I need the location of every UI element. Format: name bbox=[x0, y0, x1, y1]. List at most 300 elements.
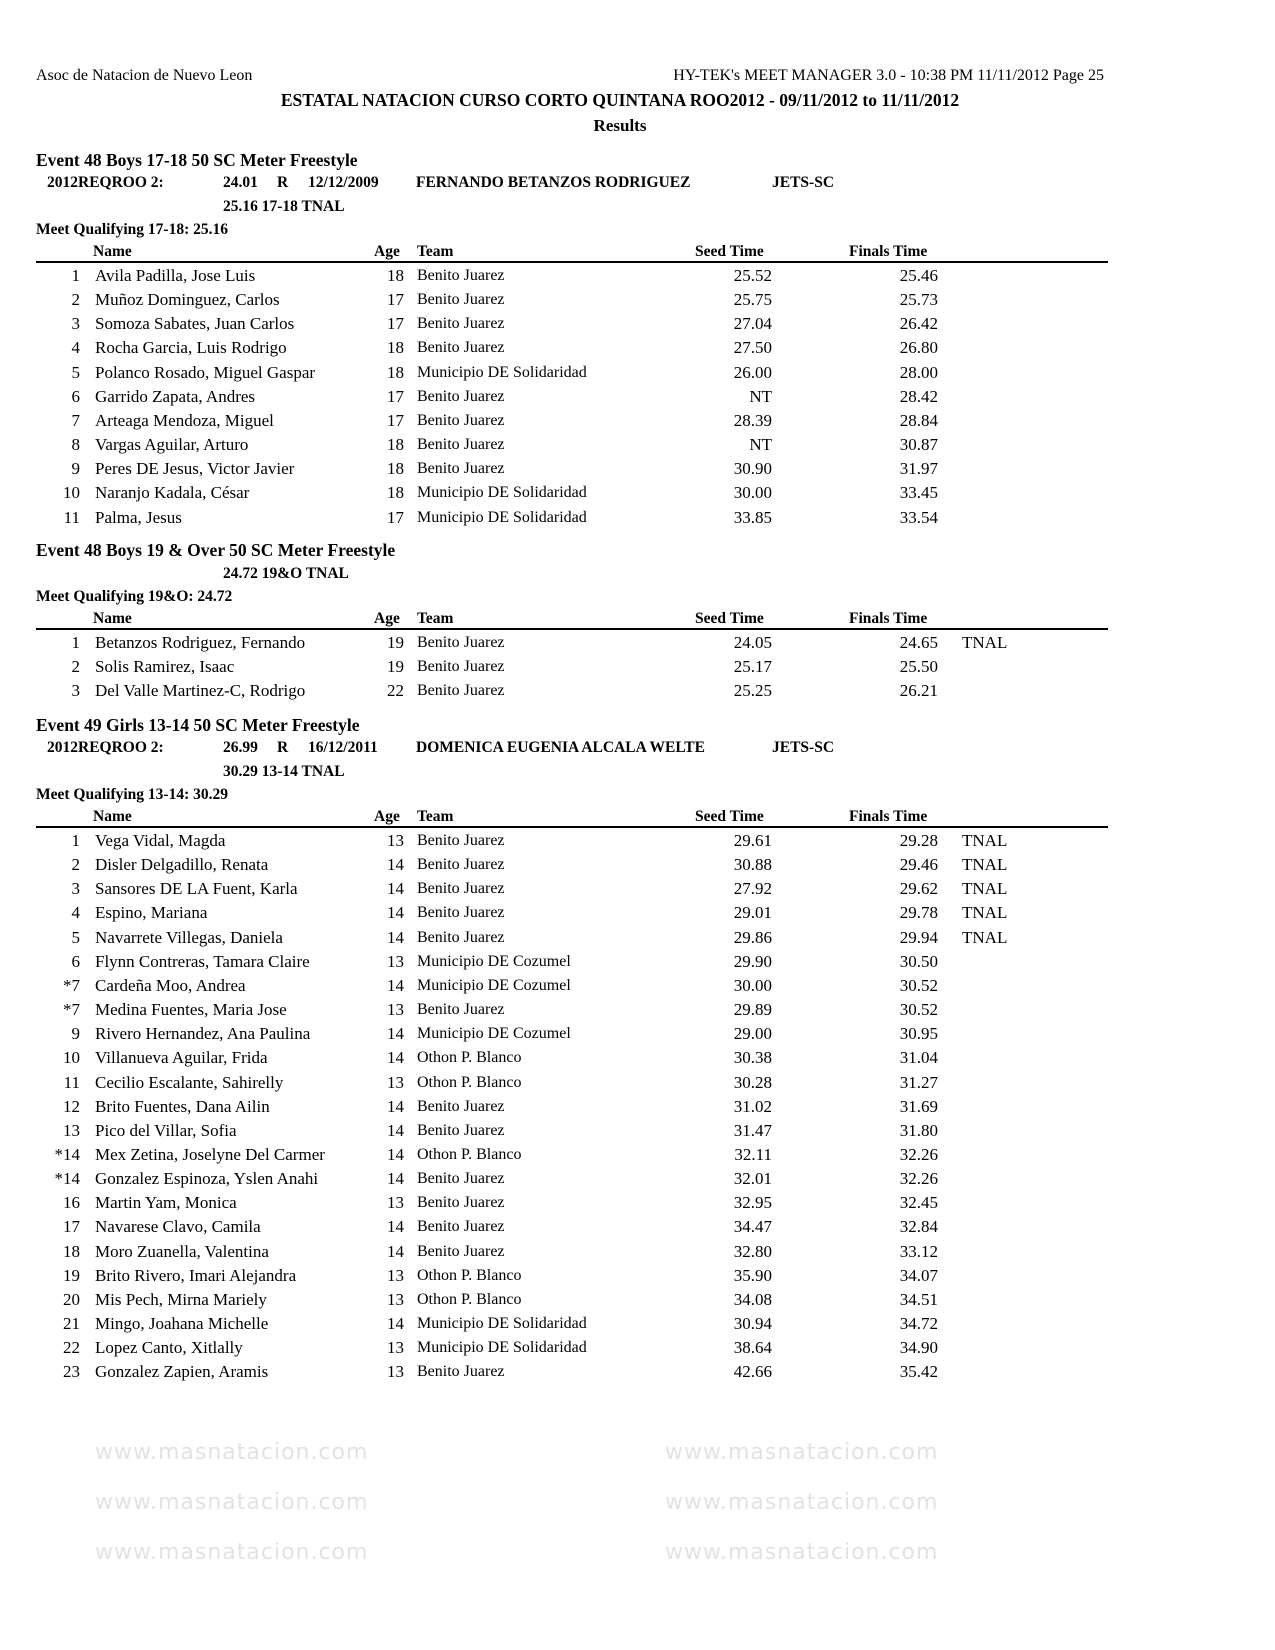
result-row bbox=[0, 1000, 1275, 1024]
seed-time: 24.05 bbox=[733, 633, 772, 652]
finals-time: 25.46 bbox=[899, 266, 938, 285]
result-row bbox=[0, 1362, 1275, 1386]
place: 6 bbox=[71, 386, 80, 406]
result-row bbox=[0, 855, 1275, 879]
age: 18 bbox=[387, 483, 404, 503]
watermark: www.masnatacion.com bbox=[95, 1540, 369, 1565]
seed-time: 25.25 bbox=[733, 681, 772, 701]
swimmer-name: Vargas Aguilar, Arturo bbox=[95, 435, 249, 454]
finals-time: 29.46 bbox=[899, 855, 938, 875]
age: 13 bbox=[387, 1072, 404, 1092]
team: Benito Juarez bbox=[417, 634, 505, 651]
finals-time: 34.51 bbox=[899, 1289, 938, 1309]
place: *14 bbox=[54, 1169, 80, 1189]
team: Benito Juarez bbox=[417, 1218, 505, 1236]
seed-time: 29.90 bbox=[733, 951, 772, 971]
seed-time: 25.52 bbox=[733, 266, 772, 285]
age: 13 bbox=[387, 1338, 404, 1358]
meet-qualifying: Meet Qualifying 17-18: 25.16 bbox=[36, 221, 229, 238]
finals-time: 29.62 bbox=[899, 879, 938, 899]
finals-time: 31.97 bbox=[899, 459, 938, 479]
age: 17 bbox=[387, 386, 404, 406]
result-row bbox=[0, 363, 1275, 387]
seed-time: 29.00 bbox=[733, 1024, 772, 1044]
qualifier-note: TNAL bbox=[962, 879, 1008, 899]
result-row bbox=[0, 1145, 1275, 1169]
team: Benito Juarez bbox=[417, 658, 505, 676]
event-title: Event 48 Boys 17-18 50 SC Meter Freestyle bbox=[36, 150, 358, 170]
result-row bbox=[0, 483, 1275, 507]
seed-time: 33.85 bbox=[733, 507, 772, 527]
age: 22 bbox=[387, 681, 404, 701]
team: Benito Juarez bbox=[417, 436, 505, 453]
seed-time: 32.80 bbox=[733, 1241, 772, 1261]
place: 9 bbox=[71, 459, 80, 479]
result-row bbox=[0, 1314, 1275, 1338]
qualifier-note: TNAL bbox=[962, 927, 1008, 947]
col-age-header: Age bbox=[374, 243, 400, 260]
finals-time: 34.90 bbox=[899, 1338, 938, 1358]
team: Municipio DE Solidaridad bbox=[417, 508, 587, 526]
place: 1 bbox=[71, 633, 80, 652]
watermark: www.masnatacion.com bbox=[665, 1440, 939, 1465]
place: 18 bbox=[63, 1241, 80, 1261]
team: Othon P. Blanco bbox=[417, 1266, 522, 1284]
record-team: JETS-SC bbox=[772, 739, 835, 756]
meet-qualifying: Meet Qualifying 13-14: 30.29 bbox=[36, 786, 229, 803]
finals-time: 26.42 bbox=[899, 314, 938, 334]
age: 14 bbox=[387, 927, 404, 947]
finals-time: 31.27 bbox=[899, 1072, 938, 1092]
swimmer-name: Naranjo Kadala, César bbox=[95, 483, 250, 503]
col-team-header: Team bbox=[417, 808, 454, 825]
age: 13 bbox=[387, 1289, 404, 1309]
team: Benito Juarez bbox=[417, 460, 505, 478]
team: Benito Juarez bbox=[417, 411, 505, 429]
seed-time: NT bbox=[749, 386, 772, 406]
swimmer-name: Peres DE Jesus, Victor Javier bbox=[95, 459, 295, 479]
finals-time: 28.84 bbox=[899, 410, 938, 430]
place: 3 bbox=[71, 314, 80, 334]
team: Benito Juarez bbox=[417, 1363, 505, 1381]
seed-time: 30.28 bbox=[733, 1072, 772, 1092]
place: 2 bbox=[71, 290, 80, 310]
result-row bbox=[0, 1266, 1275, 1290]
seed-time: 29.86 bbox=[733, 927, 772, 947]
age: 14 bbox=[387, 1217, 404, 1237]
team: Municipio DE Cozumel bbox=[417, 976, 571, 994]
seed-time: 27.50 bbox=[733, 338, 772, 358]
result-row bbox=[0, 657, 1275, 681]
result-row bbox=[0, 411, 1275, 435]
finals-time: 28.42 bbox=[899, 386, 938, 406]
col-finals-header: Finals Time bbox=[849, 243, 928, 260]
place: 16 bbox=[63, 1193, 80, 1213]
age: 14 bbox=[387, 1314, 404, 1333]
finals-time: 24.65 bbox=[899, 633, 938, 652]
team: Benito Juarez bbox=[417, 856, 505, 874]
place: 7 bbox=[71, 410, 80, 430]
seed-time: 29.89 bbox=[733, 1000, 772, 1019]
result-row bbox=[0, 435, 1275, 459]
age: 14 bbox=[387, 975, 404, 995]
seed-time: 30.88 bbox=[733, 855, 772, 875]
team: Benito Juarez bbox=[417, 880, 505, 898]
seed-time: 27.92 bbox=[733, 879, 772, 899]
seed-time: 34.08 bbox=[733, 1289, 772, 1309]
finals-time: 35.42 bbox=[899, 1362, 938, 1382]
swimmer-name: Lopez Canto, Xitlally bbox=[95, 1338, 243, 1358]
seed-time: 26.00 bbox=[733, 362, 772, 382]
team: Benito Juarez bbox=[417, 1194, 505, 1212]
seed-time: 28.39 bbox=[733, 410, 772, 430]
place: 21 bbox=[63, 1314, 80, 1333]
team: Municipio DE Solidaridad bbox=[417, 1339, 587, 1357]
age: 18 bbox=[387, 435, 404, 454]
watermark: www.masnatacion.com bbox=[95, 1490, 369, 1515]
finals-time: 26.21 bbox=[899, 681, 938, 701]
team: Benito Juarez bbox=[417, 291, 505, 309]
result-row bbox=[0, 1048, 1275, 1072]
col-finals-header: Finals Time bbox=[849, 610, 928, 627]
seed-time: 32.01 bbox=[733, 1169, 772, 1189]
col-name-header: Name bbox=[93, 610, 132, 627]
record-time: 26.99 bbox=[223, 739, 258, 756]
seed-time: 30.00 bbox=[733, 483, 772, 503]
swimmer-name: Rivero Hernandez, Ana Paulina bbox=[95, 1024, 311, 1044]
place: 22 bbox=[63, 1338, 80, 1358]
swimmer-name: Muñoz Dominguez, Carlos bbox=[95, 290, 280, 310]
place: 10 bbox=[63, 1048, 80, 1068]
age: 14 bbox=[387, 1144, 404, 1164]
record-label: 2012REQROO 2: bbox=[47, 174, 164, 191]
swimmer-name: Navarese Clavo, Camila bbox=[95, 1217, 261, 1237]
finals-time: 32.45 bbox=[899, 1193, 938, 1213]
finals-time: 31.69 bbox=[899, 1096, 938, 1116]
watermark: www.masnatacion.com bbox=[665, 1490, 939, 1515]
result-row bbox=[0, 314, 1275, 338]
place: 4 bbox=[71, 338, 80, 358]
record-label: 2012REQROO 2: bbox=[47, 739, 164, 756]
age: 14 bbox=[387, 1241, 404, 1261]
place: 20 bbox=[63, 1289, 80, 1309]
age: 17 bbox=[387, 507, 404, 527]
finals-time: 30.87 bbox=[899, 435, 938, 454]
result-row bbox=[0, 338, 1275, 362]
team: Municipio DE Solidaridad bbox=[417, 1315, 587, 1332]
team: Municipio DE Solidaridad bbox=[417, 484, 587, 502]
col-seed-header: Seed Time bbox=[695, 808, 764, 825]
team: Benito Juarez bbox=[417, 1170, 505, 1188]
place: 9 bbox=[71, 1024, 80, 1044]
time-standard: 25.16 17-18 TNAL bbox=[223, 198, 345, 215]
finals-time: 34.07 bbox=[899, 1265, 938, 1285]
swimmer-name: Cardeña Moo, Andrea bbox=[95, 975, 246, 995]
record-time: 24.01 bbox=[223, 174, 258, 191]
finals-time: 30.50 bbox=[899, 951, 938, 971]
team: Benito Juarez bbox=[417, 682, 505, 700]
age: 18 bbox=[387, 338, 404, 358]
col-team-header: Team bbox=[417, 610, 454, 627]
place: 4 bbox=[71, 903, 80, 923]
age: 14 bbox=[387, 1120, 404, 1140]
time-standard: 30.29 13-14 TNAL bbox=[223, 763, 345, 780]
col-seed-header: Seed Time bbox=[695, 610, 764, 627]
finals-time: 25.50 bbox=[899, 657, 938, 677]
watermark: www.masnatacion.com bbox=[95, 1440, 369, 1465]
seed-time: 25.17 bbox=[733, 657, 772, 677]
event-title: Event 49 Girls 13-14 50 SC Meter Freestyle bbox=[36, 715, 360, 735]
team: Benito Juarez bbox=[417, 1097, 505, 1115]
place: 6 bbox=[71, 951, 80, 971]
result-row bbox=[0, 952, 1275, 976]
team: Othon P. Blanco bbox=[417, 1073, 522, 1091]
record-holder: DOMENICA EUGENIA ALCALA WELTE bbox=[416, 739, 705, 756]
col-finals-header: Finals Time bbox=[849, 808, 928, 825]
place: 8 bbox=[71, 435, 80, 454]
swimmer-name: Martin Yam, Monica bbox=[95, 1193, 237, 1213]
team: Benito Juarez bbox=[417, 1242, 505, 1260]
seed-time: 29.01 bbox=[733, 903, 772, 923]
age: 14 bbox=[387, 1096, 404, 1116]
team: Municipio DE Solidaridad bbox=[417, 363, 587, 381]
age: 14 bbox=[387, 855, 404, 875]
seed-time: 32.95 bbox=[733, 1193, 772, 1213]
col-team-header: Team bbox=[417, 243, 454, 260]
seed-time: 30.00 bbox=[733, 975, 772, 995]
seed-time: 35.90 bbox=[733, 1265, 772, 1285]
swimmer-name: Mis Pech, Mirna Mariely bbox=[95, 1289, 267, 1309]
results-subtitle: Results bbox=[593, 116, 647, 135]
header-rule bbox=[36, 826, 1108, 828]
place: *14 bbox=[54, 1144, 80, 1164]
result-row bbox=[0, 681, 1275, 705]
age: 13 bbox=[387, 1265, 404, 1285]
team: Municipio DE Cozumel bbox=[417, 952, 571, 970]
swimmer-name: Rocha Garcia, Luis Rodrigo bbox=[95, 338, 287, 358]
seed-time: NT bbox=[749, 435, 772, 454]
place: 2 bbox=[71, 855, 80, 875]
age: 14 bbox=[387, 1169, 404, 1189]
seed-time: 30.94 bbox=[733, 1314, 772, 1333]
place: 2 bbox=[71, 657, 80, 677]
record-date: 12/12/2009 bbox=[308, 174, 379, 191]
seed-time: 31.02 bbox=[733, 1096, 772, 1116]
record-team: JETS-SC bbox=[772, 174, 835, 191]
team: Benito Juarez bbox=[417, 387, 505, 405]
swimmer-name: Del Valle Martinez-C, Rodrigo bbox=[95, 681, 306, 701]
swimmer-name: Moro Zuanella, Valentina bbox=[95, 1241, 269, 1261]
organization-name: Asoc de Natacion de Nuevo Leon bbox=[36, 67, 253, 84]
qualifier-note: TNAL bbox=[962, 831, 1008, 850]
place: 1 bbox=[71, 831, 80, 850]
swimmer-name: Betanzos Rodriguez, Fernando bbox=[95, 633, 306, 652]
swimmer-name: Brito Rivero, Imari Alejandra bbox=[95, 1265, 297, 1285]
software-page-info: HY-TEK's MEET MANAGER 3.0 - 10:38 PM 11/11/2012 Page 25 bbox=[673, 67, 1104, 84]
result-row bbox=[0, 1193, 1275, 1217]
team: Municipio DE Cozumel bbox=[417, 1025, 571, 1043]
col-seed-header: Seed Time bbox=[695, 243, 764, 260]
seed-time: 30.90 bbox=[733, 459, 772, 479]
age: 19 bbox=[387, 657, 404, 677]
place: 5 bbox=[71, 927, 80, 947]
age: 13 bbox=[387, 1000, 404, 1019]
team: Othon P. Blanco bbox=[417, 1049, 522, 1067]
place: 17 bbox=[63, 1217, 80, 1237]
result-row bbox=[0, 976, 1275, 1000]
seed-time: 27.04 bbox=[733, 314, 772, 334]
finals-time: 29.94 bbox=[899, 927, 938, 947]
finals-time: 30.52 bbox=[899, 1000, 938, 1019]
finals-time: 28.00 bbox=[899, 362, 938, 382]
record-flag: R bbox=[277, 739, 289, 756]
place: 3 bbox=[71, 879, 80, 899]
finals-time: 32.26 bbox=[899, 1144, 938, 1164]
age: 17 bbox=[387, 290, 404, 310]
age: 17 bbox=[387, 410, 404, 430]
result-row bbox=[0, 387, 1275, 411]
seed-time: 34.47 bbox=[733, 1217, 772, 1237]
finals-time: 33.12 bbox=[899, 1241, 938, 1261]
result-row bbox=[0, 879, 1275, 903]
time-standard: 24.72 19&O TNAL bbox=[223, 565, 349, 582]
age: 18 bbox=[387, 266, 404, 285]
result-row bbox=[0, 1073, 1275, 1097]
result-row bbox=[0, 1097, 1275, 1121]
seed-time: 25.75 bbox=[733, 290, 772, 310]
place: *7 bbox=[63, 1000, 80, 1019]
event-title: Event 48 Boys 19 & Over 50 SC Meter Freestyle bbox=[36, 540, 396, 560]
result-row bbox=[0, 1290, 1275, 1314]
team: Benito Juarez bbox=[417, 832, 505, 849]
seed-time: 29.61 bbox=[733, 831, 772, 850]
seed-time: 32.11 bbox=[734, 1144, 772, 1164]
meet-title: ESTATAL NATACION CURSO CORTO QUINTANA ROO2012 - 09/11/2012 to 11/11/2012 bbox=[280, 90, 960, 110]
finals-time: 32.26 bbox=[899, 1169, 938, 1189]
swimmer-name: Solis Ramirez, Isaac bbox=[95, 657, 235, 677]
result-row bbox=[0, 266, 1275, 290]
age: 18 bbox=[387, 362, 404, 382]
place: 10 bbox=[63, 483, 80, 503]
place: 3 bbox=[71, 681, 80, 701]
finals-time: 30.95 bbox=[899, 1024, 938, 1044]
qualifier-note: TNAL bbox=[962, 903, 1008, 923]
age: 18 bbox=[387, 459, 404, 479]
swimmer-name: Palma, Jesus bbox=[95, 507, 182, 527]
swimmer-name: Garrido Zapata, Andres bbox=[95, 386, 256, 406]
result-row bbox=[0, 1217, 1275, 1241]
swimmer-name: Disler Delgadillo, Renata bbox=[95, 855, 269, 875]
place: 1 bbox=[71, 266, 80, 285]
age: 13 bbox=[387, 831, 404, 850]
result-row bbox=[0, 928, 1275, 952]
result-row bbox=[0, 459, 1275, 483]
swimmer-name: Mex Zetina, Joselyne Del Carmer bbox=[95, 1144, 325, 1164]
team: Benito Juarez bbox=[417, 1121, 505, 1139]
result-row bbox=[0, 1121, 1275, 1145]
col-age-header: Age bbox=[374, 808, 400, 825]
age: 13 bbox=[387, 951, 404, 971]
swimmer-name: Polanco Rosado, Miguel Gaspar bbox=[95, 362, 316, 382]
age: 14 bbox=[387, 1024, 404, 1044]
result-row bbox=[0, 831, 1275, 855]
result-row bbox=[0, 290, 1275, 314]
swimmer-name: Espino, Mariana bbox=[95, 903, 208, 923]
team: Benito Juarez bbox=[417, 339, 505, 357]
watermark: www.masnatacion.com bbox=[665, 1540, 939, 1565]
place: 19 bbox=[63, 1265, 80, 1285]
swimmer-name: Navarrete Villegas, Daniela bbox=[95, 927, 283, 947]
qualifier-note: TNAL bbox=[962, 633, 1008, 652]
team: Othon P. Blanco bbox=[417, 1145, 522, 1163]
finals-time: 29.28 bbox=[899, 831, 938, 850]
swimmer-name: Brito Fuentes, Dana Ailin bbox=[95, 1096, 270, 1116]
result-row bbox=[0, 1024, 1275, 1048]
swimmer-name: Flynn Contreras, Tamara Claire bbox=[95, 951, 310, 971]
swimmer-name: Medina Fuentes, Maria Jose bbox=[95, 1000, 287, 1019]
finals-time: 31.04 bbox=[899, 1048, 938, 1068]
team: Othon P. Blanco bbox=[417, 1290, 522, 1308]
finals-time: 34.72 bbox=[899, 1314, 938, 1333]
age: 14 bbox=[387, 1048, 404, 1068]
result-row bbox=[0, 1169, 1275, 1193]
header-rule bbox=[36, 628, 1108, 630]
seed-time: 42.66 bbox=[733, 1362, 772, 1382]
record-flag: R bbox=[277, 174, 289, 191]
finals-time: 33.45 bbox=[899, 483, 938, 503]
swimmer-name: Vega Vidal, Magda bbox=[95, 831, 226, 850]
age: 13 bbox=[387, 1193, 404, 1213]
swimmer-name: Gonzalez Zapien, Aramis bbox=[95, 1362, 269, 1382]
place: 11 bbox=[63, 507, 80, 527]
result-row bbox=[0, 903, 1275, 927]
result-row bbox=[0, 1338, 1275, 1362]
swimmer-name: Mingo, Joahana Michelle bbox=[95, 1314, 269, 1333]
finals-time: 30.52 bbox=[899, 975, 938, 995]
swimmer-name: Cecilio Escalante, Sahirelly bbox=[95, 1072, 284, 1092]
place: 12 bbox=[63, 1096, 80, 1116]
swimmer-name: Pico del Villar, Sofia bbox=[95, 1120, 237, 1140]
col-name-header: Name bbox=[93, 243, 132, 260]
team: Benito Juarez bbox=[417, 904, 505, 922]
place: 11 bbox=[63, 1072, 80, 1092]
col-age-header: Age bbox=[374, 610, 400, 627]
age: 13 bbox=[387, 1362, 404, 1382]
finals-time: 31.80 bbox=[899, 1120, 938, 1140]
result-row bbox=[0, 508, 1275, 532]
seed-time: 30.38 bbox=[733, 1048, 772, 1068]
record-holder: FERNANDO BETANZOS RODRIGUEZ bbox=[416, 174, 691, 191]
header-rule bbox=[36, 261, 1108, 263]
finals-time: 25.73 bbox=[899, 290, 938, 310]
swimmer-name: Gonzalez Espinoza, Yslen Anahi bbox=[95, 1169, 319, 1189]
result-row bbox=[0, 1242, 1275, 1266]
age: 14 bbox=[387, 903, 404, 923]
qualifier-note: TNAL bbox=[962, 855, 1008, 875]
swimmer-name: Somoza Sabates, Juan Carlos bbox=[95, 314, 295, 334]
age: 19 bbox=[387, 633, 404, 652]
seed-time: 31.47 bbox=[733, 1120, 772, 1140]
age: 14 bbox=[387, 879, 404, 899]
team: Benito Juarez bbox=[417, 315, 505, 333]
finals-time: 26.80 bbox=[899, 338, 938, 358]
finals-time: 29.78 bbox=[899, 903, 938, 923]
place: 5 bbox=[71, 362, 80, 382]
swimmer-name: Avila Padilla, Jose Luis bbox=[95, 266, 256, 285]
seed-time: 38.64 bbox=[733, 1338, 772, 1358]
swimmer-name: Arteaga Mendoza, Miguel bbox=[95, 410, 274, 430]
place: *7 bbox=[63, 975, 80, 995]
